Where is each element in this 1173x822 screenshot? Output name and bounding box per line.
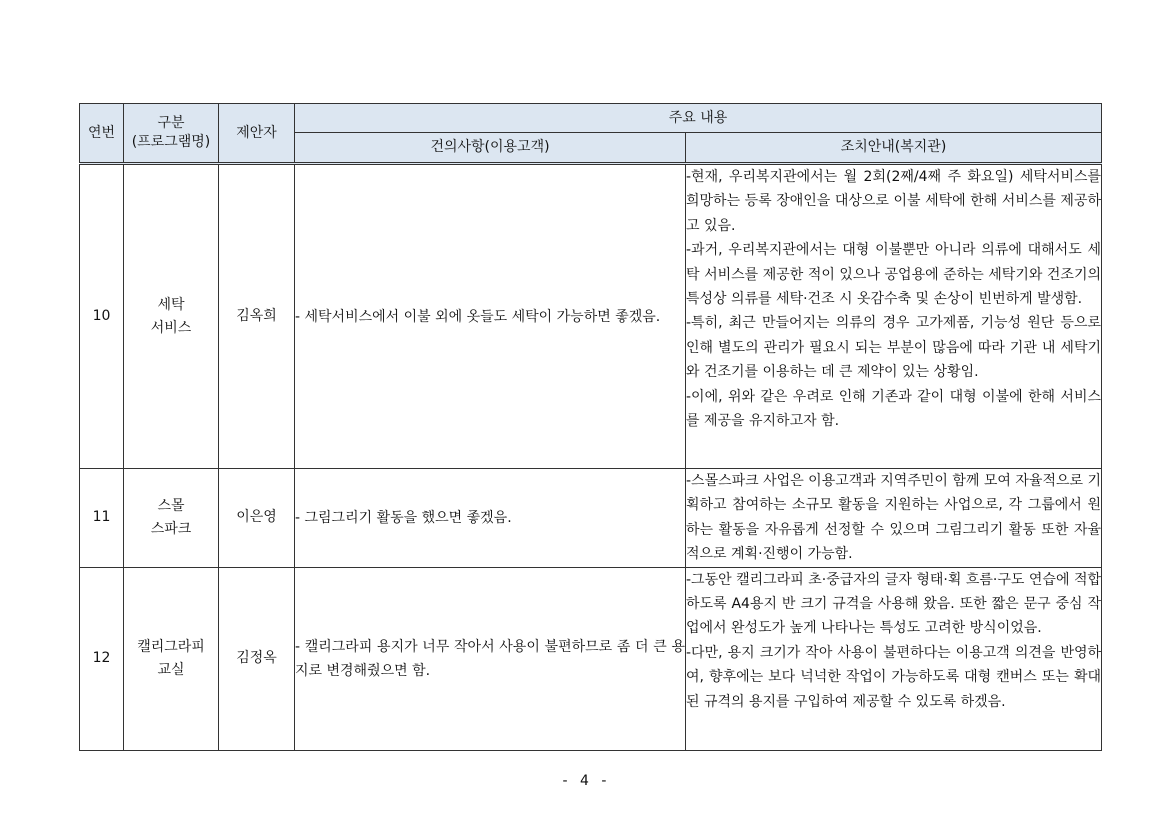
row-proposer: 이은영	[219, 469, 295, 568]
header-category	[124, 104, 219, 164]
row-program-line2: 교실	[157, 661, 185, 678]
row-program-line2: 스파크	[150, 520, 192, 537]
row-action	[686, 164, 1102, 469]
action-paragraph: -스몰스파크 사업은 이용고객과 지역주민이 함께 모여 자율적으로 기획하고 참여하는 소규모 활동을 지원하는 사업으로, 각 그룹에서 원하는 활동을 자유롭게 선정할 수 있으며 그림그리기 활동 또한 자율적으로 계획·진행이 가능함.	[686, 473, 1102, 563]
row-suggestion: - 캘리그라피 용지가 너무 작아서 사용이 불편하므로 좀 더 큰 용지로 변경해줬으면 함.	[295, 567, 686, 750]
header-action: 조치안내(복지관)	[686, 133, 1102, 164]
action-paragraph: -이에, 위와 같은 우려로 인해 기존과 같이 대형 이불에 한해 서비스를 제공을 유지하고자 함.	[686, 388, 1102, 430]
row-program-line2: 서비스	[150, 319, 192, 336]
row-program-line1: 스몰	[157, 497, 185, 514]
row-proposer: 김정옥	[219, 567, 295, 750]
header-category-line1: 구분	[157, 115, 185, 131]
row-suggestion: - 그림그리기 활동을 했으면 좋겠음.	[295, 469, 686, 568]
table-row	[80, 469, 1102, 568]
row-no: 10	[80, 164, 124, 469]
row-proposer: 김옥희	[219, 164, 295, 469]
row-no: 11	[80, 469, 124, 568]
page-number: - 4 -	[562, 773, 611, 789]
row-action	[686, 567, 1102, 750]
row-action	[686, 469, 1102, 568]
header-no: 연번	[80, 104, 124, 164]
row-program-line1: 세탁	[157, 296, 185, 313]
action-paragraph: -과거, 우리복지관에서는 대형 이불뿐만 아니라 의류에 대해서도 세탁 서비스를 제공한 적이 있으나 공업용에 준하는 세탁기와 건조기의 특성상 의류를 세탁·건조 시 옷감수축 및 손상이 빈번하게 발생함.	[686, 242, 1102, 308]
header-suggestion: 건의사항(이용고객)	[295, 133, 686, 164]
table-row	[80, 164, 1102, 469]
row-suggestion: - 세탁서비스에서 이불 외에 옷들도 세탁이 가능하면 좋겠음.	[295, 164, 686, 469]
row-program	[124, 164, 219, 469]
action-paragraph: -특히, 최근 만들어지는 의류의 경우 고가제품, 기능성 원단 등으로 인해 별도의 관리가 필요시 되는 부분이 많음에 따라 기관 내 세탁기와 건조기를 이용하는 데 큰 제약이 있는 상황임.	[686, 315, 1102, 381]
table-row	[80, 567, 1102, 750]
row-program	[124, 567, 219, 750]
proposal-table	[79, 103, 1102, 751]
header-main: 주요 내용	[295, 104, 1102, 133]
action-paragraph: -다만, 용지 크기가 작아 사용이 불편하다는 이용고객 의견을 반영하여, 향후에는 보다 넉넉한 작업이 가능하도록 대형 캔버스 또는 확대된 규격의 용지를 구입하여 제공할 수 있도록 하겠음.	[686, 644, 1102, 710]
row-program	[124, 469, 219, 568]
row-no: 12	[80, 567, 124, 750]
action-paragraph: -현재, 우리복지관에서는 월 2회(2째/4째 주 화요일) 세탁서비스를 희망하는 등록 장애인을 대상으로 이불 세탁에 한해 서비스를 제공하고 있음.	[686, 169, 1102, 234]
header-proposer: 제안자	[219, 104, 295, 164]
row-program-line1: 캘리그라피	[137, 638, 205, 655]
action-paragraph: -그동안 캘리그라피 초·중급자의 글자 형태·획 흐름·구도 연습에 적합하도록 A4용지 반 크기 규격을 사용해 왔음. 또한 짧은 문구 중심 작업에서 완성도가 높게 나타나는 특성도 고려한 방식이었음.	[686, 571, 1102, 637]
header-category-line2: (프로그램명)	[131, 134, 211, 150]
